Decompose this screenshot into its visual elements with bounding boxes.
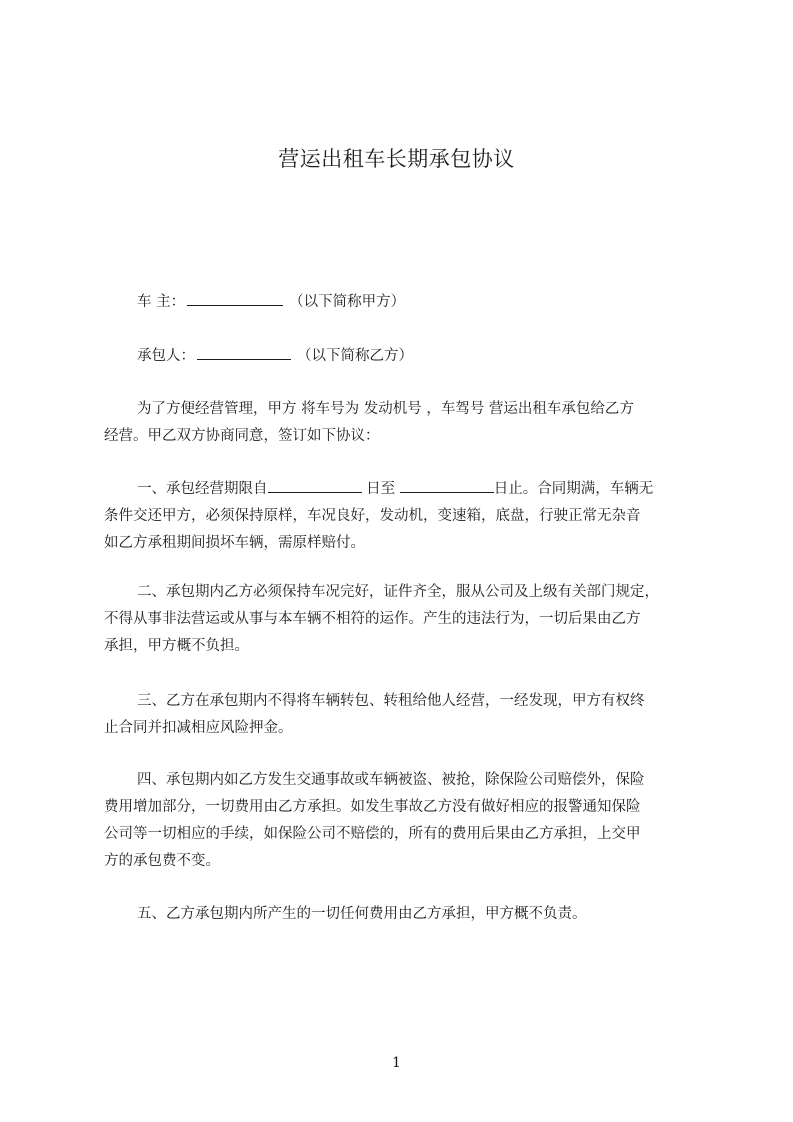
end-date-blank bbox=[400, 478, 494, 493]
owner-suffix: （以下简称甲方） bbox=[289, 294, 406, 310]
clause-1-paragraph bbox=[104, 476, 704, 557]
start-date-blank bbox=[268, 478, 362, 493]
clause-3-line-2: 止合同并扣减相应风险押金。 bbox=[104, 720, 293, 736]
clause-1-line-3: 如乙方承租期间损坏车辆，需原样赔付。 bbox=[104, 535, 365, 551]
clause-2-line-3: 承担，甲方概不负担。 bbox=[104, 638, 249, 654]
clause-1-line-1 bbox=[104, 476, 704, 503]
clause-4-line-2: 费用增加部分，一切费用由乙方承担。如发生事故乙方没有做好相应的报警通知保险 bbox=[104, 799, 641, 815]
clause-5-line-1: 五、乙方承包期内所产生的一切任何费用由乙方承担，甲方概不负责。 bbox=[137, 906, 587, 922]
clause-3-paragraph bbox=[104, 688, 704, 742]
clause-2-paragraph bbox=[104, 579, 704, 660]
clause-4-line-3: 公司等一切相应的手续，如保险公司不赔偿的，所有的费用后果由乙方承担，上交甲 bbox=[104, 826, 641, 842]
owner-label: 车 主： bbox=[137, 294, 186, 310]
clause-1-text-a: 一、承包经营期限自 bbox=[137, 481, 268, 497]
clause-1-line-2: 条件交还甲方，必须保持原样，车况良好，发动机，变速箱，底盘，行驶正常无杂音 bbox=[104, 508, 641, 524]
owner-blank bbox=[187, 291, 283, 306]
contractor-label: 承包人： bbox=[137, 348, 195, 364]
contractor-blank bbox=[197, 345, 291, 360]
contractor-field bbox=[137, 345, 413, 366]
clause-4-line-1: 四、承包期内如乙方发生交通事故或车辆被盗、被抢，除保险公司赔偿外，保险 bbox=[137, 772, 645, 788]
page-number: 1 bbox=[392, 1055, 401, 1071]
clause-5-paragraph bbox=[104, 901, 704, 928]
clause-1-text-c: 日止。合同期满，车辆无 bbox=[493, 481, 654, 497]
contractor-suffix: （以下简称乙方） bbox=[297, 348, 413, 364]
intro-line-1: 为了方便经营管理，甲方 将车号为 发动机号 ，车驾号 营运出租车承包给乙方 bbox=[137, 401, 634, 417]
clause-4-line-4: 方的承包费不变。 bbox=[104, 853, 220, 869]
clause-4-paragraph bbox=[104, 767, 704, 875]
document-title: 营运出租车长期承包协议 bbox=[278, 147, 515, 171]
owner-field bbox=[137, 291, 405, 312]
clause-2-line-2: 不得从事非法营运或从事与本车辆不相符的运作。产生的违法行为，一切后果由乙方 bbox=[104, 611, 641, 627]
clause-3-line-1: 三、乙方在承包期内不得将车辆转包、转租给他人经营，一经发现，甲方有权终 bbox=[137, 693, 645, 709]
intro-paragraph bbox=[104, 396, 704, 450]
clause-1-text-b: 日至 bbox=[361, 481, 400, 497]
intro-line-2: 经营。甲乙双方协商同意，签订如下协议： bbox=[104, 428, 380, 444]
clause-2-line-1: 二、承包期内乙方必须保持车况完好，证件齐全，服从公司及上级有关部门规定， bbox=[137, 584, 659, 600]
